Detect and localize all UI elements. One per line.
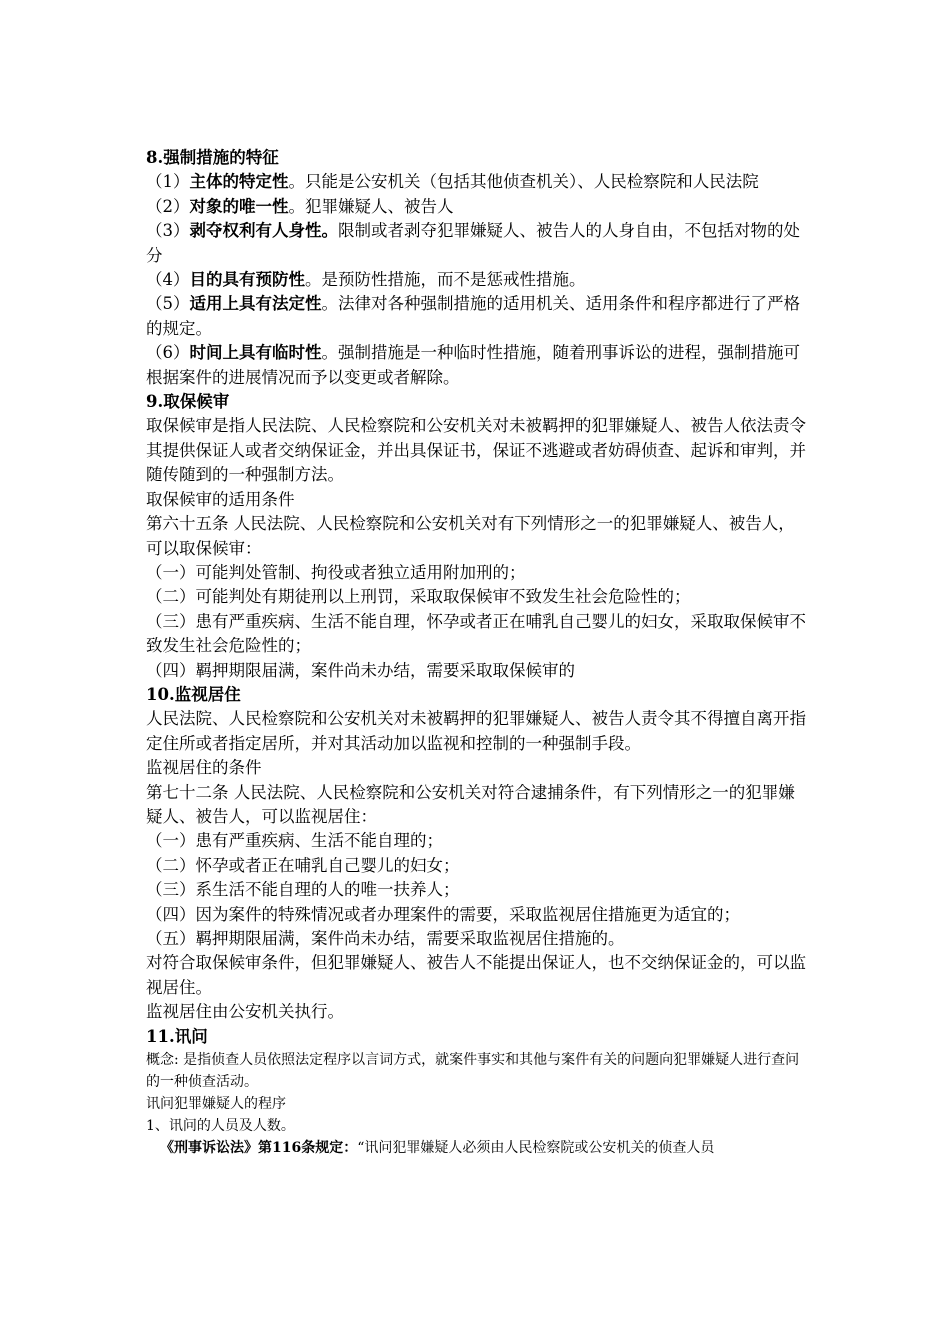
sec10-item-1: （一）患有严重疾病、生活不能自理的； xyxy=(146,831,443,851)
section-8-heading: 8.强制措施的特征 xyxy=(146,148,279,167)
section-11-heading: 11.讯问 xyxy=(146,1026,208,1046)
sec9-item-4: （四）羁押期限届满，案件尚未办结，需要采取取保候审的 xyxy=(146,660,575,680)
item-bold-term: 目的具有预防性 xyxy=(189,270,305,290)
sec8-item-1 xyxy=(146,170,810,194)
item-bold-term: 剥夺权利有人身性。 xyxy=(189,221,338,241)
item-text: 。只能是公安机关（包括其他侦查机关）、人民检察院和人民法院 xyxy=(288,172,759,192)
section-9-heading: 9.取保候审 xyxy=(146,392,230,412)
sec10-extra: 对符合取保候审条件，但犯罪嫌疑人、被告人不能提出保证人，也不交纳保证金的，可以监视居住。 xyxy=(146,953,806,997)
sec10-executor: 监视居住由公安机关执行。 xyxy=(146,1002,344,1022)
item-prefix: （1） xyxy=(146,172,190,192)
item-bold-term: 对象的唯一性 xyxy=(189,196,289,216)
sec10-item-2: （二）怀孕或者正在哺乳自己婴儿的妇女； xyxy=(146,855,460,875)
sec8-item-4 xyxy=(146,268,810,292)
document-page xyxy=(146,146,810,1159)
sec11-concept: 概念: 是指侦查人员依照法定程序以言词方式，就案件事实和其他与案件有关的问题向犯罪嫌疑人进行查问的一种侦查活动。 xyxy=(146,1052,800,1091)
law-bold-reference: 《刑事诉讼法》第116条规定： xyxy=(160,1140,358,1157)
item-text: 。犯罪嫌疑人、被告人 xyxy=(288,196,454,216)
item-text: 。强制措施是一种临时性措施，随着刑事诉讼的进程，强制措施可根据案件的进展情况而予以变更或者解除。 xyxy=(146,343,800,387)
sec11-law-quote xyxy=(146,1137,810,1159)
sec9-item-1: （一）可能判处管制、拘役或者独立适用附加刑的； xyxy=(146,562,526,582)
sec10-item-5: （五）羁押期限届满，案件尚未办结，需要采取监视居住措施的。 xyxy=(146,929,625,948)
sec8-item-6 xyxy=(146,341,810,390)
section-10-heading: 10.监视居住 xyxy=(146,684,241,704)
item-prefix: （3） xyxy=(146,221,190,241)
sec8-item-3 xyxy=(146,219,810,268)
sec9-item-3: （三）患有严重疾病、生活不能自理，怀孕或者正在哺乳自己婴儿的妇女，采取取保候审不致发生社会危险性的； xyxy=(146,611,806,656)
sec10-item-3: （三）系生活不能自理的人的唯一扶养人； xyxy=(146,880,460,900)
sec11-procedure-title: 讯问犯罪嫌疑人的程序 xyxy=(146,1096,286,1113)
sec10-conditions-title: 监视居住的条件 xyxy=(146,758,262,778)
sec9-item-2: （二）可能判处有期徒刑以上刑罚，采取取保候审不致发生社会危险性的； xyxy=(146,587,691,607)
item-bold-term: 时间上具有临时性 xyxy=(189,343,322,363)
sec10-article: 第七十二条 人民法院、人民检察院和公安机关对符合逮捕条件，有下列情形之一的犯罪嫌疑人、被告人，可以监视居住： xyxy=(146,782,795,826)
sec10-definition: 人民法院、人民检察院和公安机关对未被羁押的犯罪嫌疑人、被告人责令其不得擅自离开指定住所或者指定居所，并对其活动加以监视和控制的一种强制手段。 xyxy=(146,709,806,753)
item-prefix: （2） xyxy=(146,196,190,216)
item-prefix: （6） xyxy=(146,343,190,363)
item-bold-term: 适用上具有法定性 xyxy=(189,294,322,314)
sec10-item-4: （四）因为案件的特殊情况或者办理案件的需要，采取监视居住措施更为适宜的； xyxy=(146,904,740,924)
item-bold-term: 主体的特定性 xyxy=(189,172,289,192)
item-prefix: （5） xyxy=(146,294,190,314)
sec9-article: 第六十五条 人民法院、人民检察院和公安机关对有下列情形之一的犯罪嫌疑人、被告人，可以取保候审： xyxy=(146,514,795,558)
sec9-conditions-title: 取保候审的适用条件 xyxy=(146,489,295,509)
law-text: “讯问犯罪嫌疑人必须由人民检察院或公安机关的侦查人员 xyxy=(357,1140,715,1157)
item-text: 限制或者剥夺犯罪嫌疑人、被告人的人身自由，不包括对物的处分 xyxy=(146,221,800,265)
item-text: 。是预防性措施，而不是惩戒性措施。 xyxy=(305,270,586,290)
item-text: 。法律对各种强制措施的适用机关、适用条件和程序都进行了严格的规定。 xyxy=(146,294,800,338)
item-prefix: （4） xyxy=(146,270,190,290)
sec9-definition: 取保候审是指人民法院、人民检察院和公安机关对未被羁押的犯罪嫌疑人、被告人依法责令其提供保证人或者交纳保证金，并出具保证书，保证不逃避或者妨碍侦查、起诉和审判，并随传随到的一种强制方法。 xyxy=(146,416,806,485)
sec8-item-2 xyxy=(146,195,810,219)
sec11-point-1: 1、讯问的人员及人数。 xyxy=(146,1118,295,1135)
sec8-item-5 xyxy=(146,292,810,341)
